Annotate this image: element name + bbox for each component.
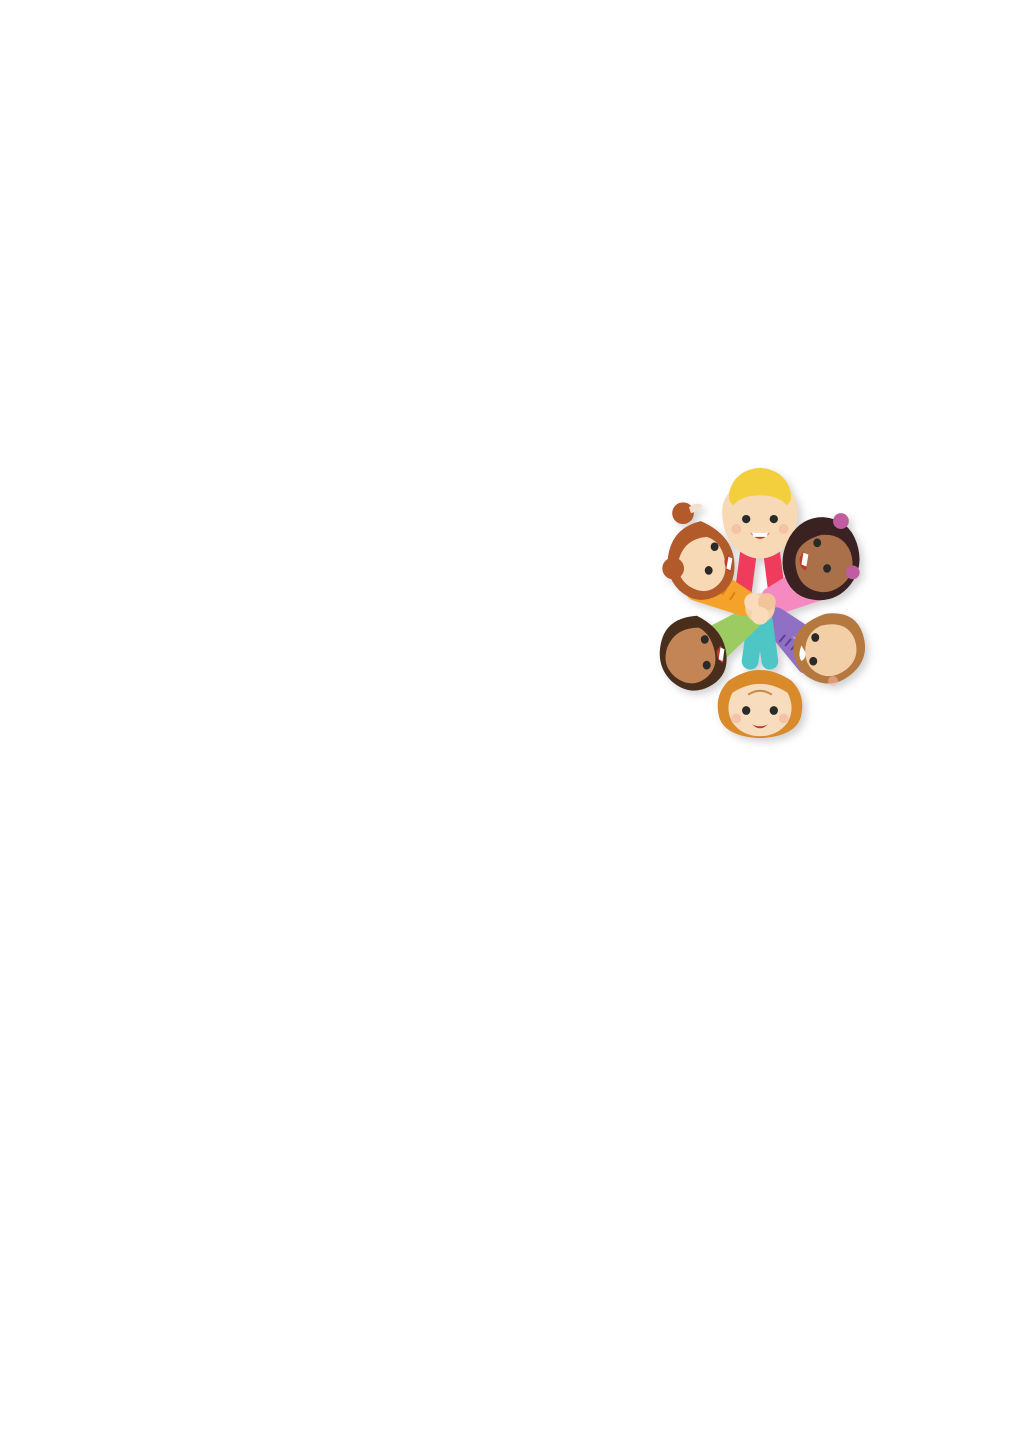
child-bottom xyxy=(718,670,803,738)
children-circle-illustration xyxy=(612,452,908,748)
